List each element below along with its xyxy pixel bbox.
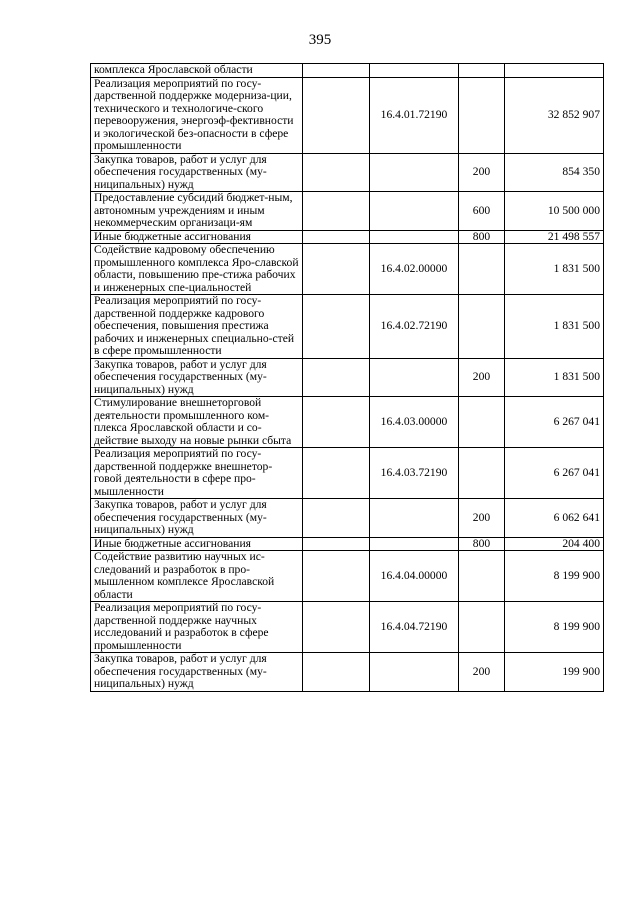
row-sum-cell: 204 400 <box>505 537 604 551</box>
page-number: 395 <box>308 32 332 48</box>
row-sum-cell <box>505 64 604 78</box>
row-code-cell <box>370 192 459 231</box>
row-code-cell <box>370 537 459 551</box>
table-row <box>91 244 604 295</box>
row-code-cell <box>370 230 459 244</box>
row-expense-type-cell <box>459 77 505 153</box>
row-name-cell: Реализация мероприятий по госу-дарственной поддержке научных исследований и разработок в сфере промышленности <box>91 602 303 653</box>
row-name-cell: Предоставление субсидий бюджет-ным, автономным учреждениям и иным некоммерческим организаци-ям <box>91 192 303 231</box>
row-name-cell: Реализация мероприятий по госу-дарственной поддержке внешнетор-говой деятельности в сфере про-мышленности <box>91 448 303 499</box>
row-blank-cell <box>303 448 370 499</box>
row-blank-cell <box>303 230 370 244</box>
row-code-cell: 16.4.02.00000 <box>370 244 459 295</box>
row-name-cell: Закупка товаров, работ и услуг для обеспечения государственных (му-ниципальных) нужд <box>91 153 303 192</box>
budget-table <box>90 63 604 692</box>
row-sum-cell: 21 498 557 <box>505 230 604 244</box>
row-blank-cell <box>303 358 370 397</box>
row-code-cell: 16.4.03.72190 <box>370 448 459 499</box>
table-row <box>91 448 604 499</box>
row-blank-cell <box>303 551 370 602</box>
table-row <box>91 358 604 397</box>
table-row <box>91 64 604 78</box>
row-expense-type-cell: 200 <box>459 653 505 692</box>
row-sum-cell: 1 831 500 <box>505 295 604 359</box>
row-expense-type-cell: 200 <box>459 358 505 397</box>
row-expense-type-cell <box>459 244 505 295</box>
row-expense-type-cell: 200 <box>459 153 505 192</box>
row-name-cell: Содействие кадровому обеспечению промышленного комплекса Яро-славской области, повышению пре-стижа рабочих и инженерных спе-циальностей <box>91 244 303 295</box>
row-code-cell: 16.4.02.72190 <box>370 295 459 359</box>
table-row <box>91 295 604 359</box>
row-blank-cell <box>303 192 370 231</box>
row-blank-cell <box>303 295 370 359</box>
table-row <box>91 397 604 448</box>
row-code-cell: 16.4.03.00000 <box>370 397 459 448</box>
row-code-cell: 16.4.01.72190 <box>370 77 459 153</box>
row-code-cell: 16.4.04.00000 <box>370 551 459 602</box>
row-name-cell: Стимулирование внешнеторговой деятельности промышленного ком-плекса Ярославской области и со-действие выходу на новые рынки сбыта <box>91 397 303 448</box>
table-row <box>91 153 604 192</box>
row-expense-type-cell <box>459 551 505 602</box>
row-sum-cell: 1 831 500 <box>505 358 604 397</box>
row-name-cell: Содействие развитию научных ис-следований и разработок в про-мышленном комплексе Ярославской области <box>91 551 303 602</box>
table-row <box>91 551 604 602</box>
row-expense-type-cell <box>459 602 505 653</box>
row-name-cell: Закупка товаров, работ и услуг для обеспечения государственных (му-ниципальных) нужд <box>91 358 303 397</box>
row-blank-cell <box>303 77 370 153</box>
table-row <box>91 192 604 231</box>
row-expense-type-cell: 800 <box>459 537 505 551</box>
row-sum-cell: 199 900 <box>505 653 604 692</box>
row-sum-cell: 6 267 041 <box>505 397 604 448</box>
row-code-cell <box>370 358 459 397</box>
row-name-cell: Закупка товаров, работ и услуг для обеспечения государственных (му-ниципальных) нужд <box>91 653 303 692</box>
row-expense-type-cell: 800 <box>459 230 505 244</box>
row-code-cell: 16.4.04.72190 <box>370 602 459 653</box>
row-blank-cell <box>303 499 370 538</box>
row-expense-type-cell: 600 <box>459 192 505 231</box>
row-expense-type-cell <box>459 397 505 448</box>
row-sum-cell: 1 831 500 <box>505 244 604 295</box>
budget-table-body <box>91 64 604 692</box>
row-name-cell: комплекса Ярославской области <box>91 64 303 78</box>
row-blank-cell <box>303 244 370 295</box>
row-expense-type-cell <box>459 64 505 78</box>
table-row <box>91 499 604 538</box>
row-expense-type-cell: 200 <box>459 499 505 538</box>
row-name-cell: Закупка товаров, работ и услуг для обеспечения государственных (му-ниципальных) нужд <box>91 499 303 538</box>
table-row <box>91 602 604 653</box>
row-blank-cell <box>303 602 370 653</box>
row-blank-cell <box>303 397 370 448</box>
row-blank-cell <box>303 64 370 78</box>
row-sum-cell: 10 500 000 <box>505 192 604 231</box>
row-blank-cell <box>303 653 370 692</box>
row-expense-type-cell <box>459 295 505 359</box>
row-name-cell: Реализация мероприятий по госу-дарственной поддержке модерниза-ции, технического и технологиче-ского перевооружения, энергоэф-фективности и экологической без-опасности в сфере промышленности <box>91 77 303 153</box>
row-blank-cell <box>303 153 370 192</box>
table-row <box>91 537 604 551</box>
row-code-cell <box>370 653 459 692</box>
row-name-cell: Реализация мероприятий по госу-дарственной поддержке кадрового обеспечения, повышения престижа рабочих и инженерных специально-стей в сфере промышленности <box>91 295 303 359</box>
row-blank-cell <box>303 537 370 551</box>
row-expense-type-cell <box>459 448 505 499</box>
row-name-cell: Иные бюджетные ассигнования <box>91 537 303 551</box>
row-sum-cell: 32 852 907 <box>505 77 604 153</box>
row-code-cell <box>370 64 459 78</box>
row-sum-cell: 6 062 641 <box>505 499 604 538</box>
table-row <box>91 653 604 692</box>
table-row <box>91 77 604 153</box>
row-sum-cell: 6 267 041 <box>505 448 604 499</box>
row-sum-cell: 854 350 <box>505 153 604 192</box>
row-name-cell: Иные бюджетные ассигнования <box>91 230 303 244</box>
row-code-cell <box>370 499 459 538</box>
table-row <box>91 230 604 244</box>
row-sum-cell: 8 199 900 <box>505 551 604 602</box>
row-sum-cell: 8 199 900 <box>505 602 604 653</box>
row-code-cell <box>370 153 459 192</box>
